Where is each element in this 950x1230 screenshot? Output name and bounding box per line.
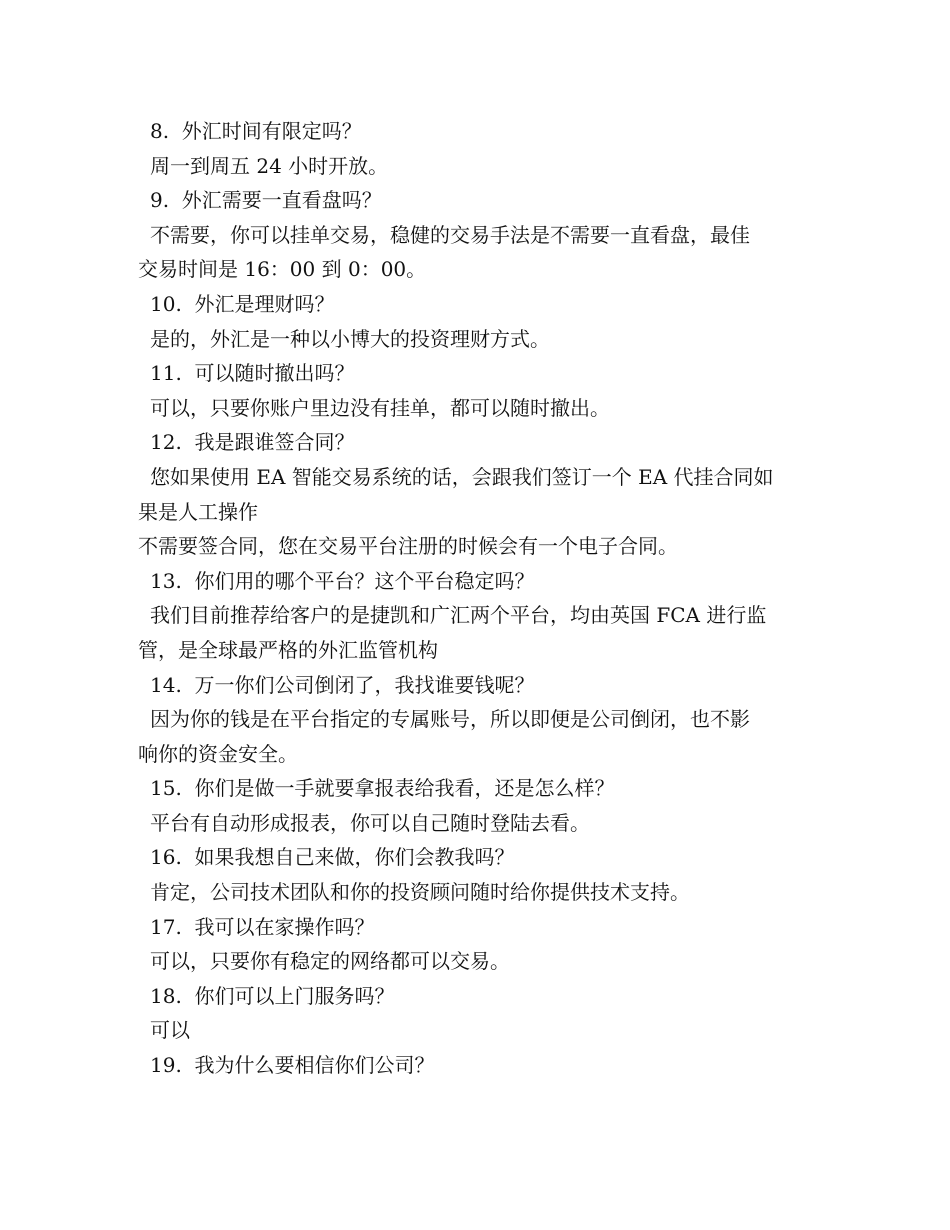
faq-question-19: 19. 我为什么要相信你们公司？ bbox=[150, 1053, 435, 1078]
faq-answer-9-line-1: 不需要，你可以挂单交易，稳健的交易手法是不需要一直看盘，最佳 bbox=[150, 222, 750, 247]
faq-question-16: 16. 如果我想自己来做，你们会教我吗？ bbox=[150, 845, 515, 870]
faq-question-12: 12. 我是跟谁签合同？ bbox=[150, 430, 355, 455]
faq-answer-12-line-1: 您如果使用 EA 智能交易系统的话，会跟我们签订一个 EA 代挂合同如 bbox=[150, 464, 774, 489]
faq-answer-17: 可以，只要你有稳定的网络都可以交易。 bbox=[150, 949, 510, 974]
faq-answer-14-line-1: 因为你的钱是在平台指定的专属账号，所以即便是公司倒闭，也不影 bbox=[150, 707, 750, 732]
faq-question-13: 13. 你们用的哪个平台？这个平台稳定吗？ bbox=[150, 568, 535, 593]
faq-question-18: 18. 你们可以上门服务吗？ bbox=[150, 983, 395, 1008]
faq-answer-12-line-2: 果是人工操作 bbox=[138, 499, 258, 524]
faq-answer-11: 可以，只要你账户里边没有挂单，都可以随时撤出。 bbox=[150, 395, 610, 420]
faq-question-14: 14. 万一你们公司倒闭了，我找谁要钱呢？ bbox=[150, 672, 535, 697]
faq-question-9: 9. 外汇需要一直看盘吗？ bbox=[150, 188, 382, 213]
faq-answer-15: 平台有自动形成报表，你可以自己随时登陆去看。 bbox=[150, 810, 590, 835]
faq-answer-13-line-1: 我们目前推荐给客户的是捷凯和广汇两个平台，均由英国 FCA 进行监 bbox=[150, 603, 767, 628]
faq-question-11: 11. 可以随时撤出吗？ bbox=[150, 361, 355, 386]
faq-answer-18: 可以 bbox=[150, 1018, 190, 1043]
faq-question-17: 17. 我可以在家操作吗？ bbox=[150, 914, 375, 939]
faq-question-10: 10. 外汇是理财吗？ bbox=[150, 291, 335, 316]
faq-answer-12-line-3: 不需要签合同，您在交易平台注册的时候会有一个电子合同。 bbox=[138, 534, 678, 559]
faq-answer-16: 肯定，公司技术团队和你的投资顾问随时给你提供技术支持。 bbox=[150, 880, 690, 905]
faq-answer-10: 是的，外汇是一种以小博大的投资理财方式。 bbox=[150, 326, 550, 351]
faq-answer-8: 周一到周五 24 小时开放。 bbox=[150, 153, 389, 178]
faq-question-8: 8. 外汇时间有限定吗？ bbox=[150, 119, 362, 143]
faq-question-15: 15. 你们是做一手就要拿报表给我看，还是怎么样？ bbox=[150, 776, 615, 801]
faq-body bbox=[138, 114, 818, 1083]
faq-answer-14-line-2: 响你的资金安全。 bbox=[138, 741, 298, 766]
faq-answer-13-line-2: 管，是全球最严格的外汇监管机构 bbox=[138, 637, 438, 662]
faq-answer-9-line-2: 交易时间是 16：00 到 0：00。 bbox=[138, 257, 427, 282]
